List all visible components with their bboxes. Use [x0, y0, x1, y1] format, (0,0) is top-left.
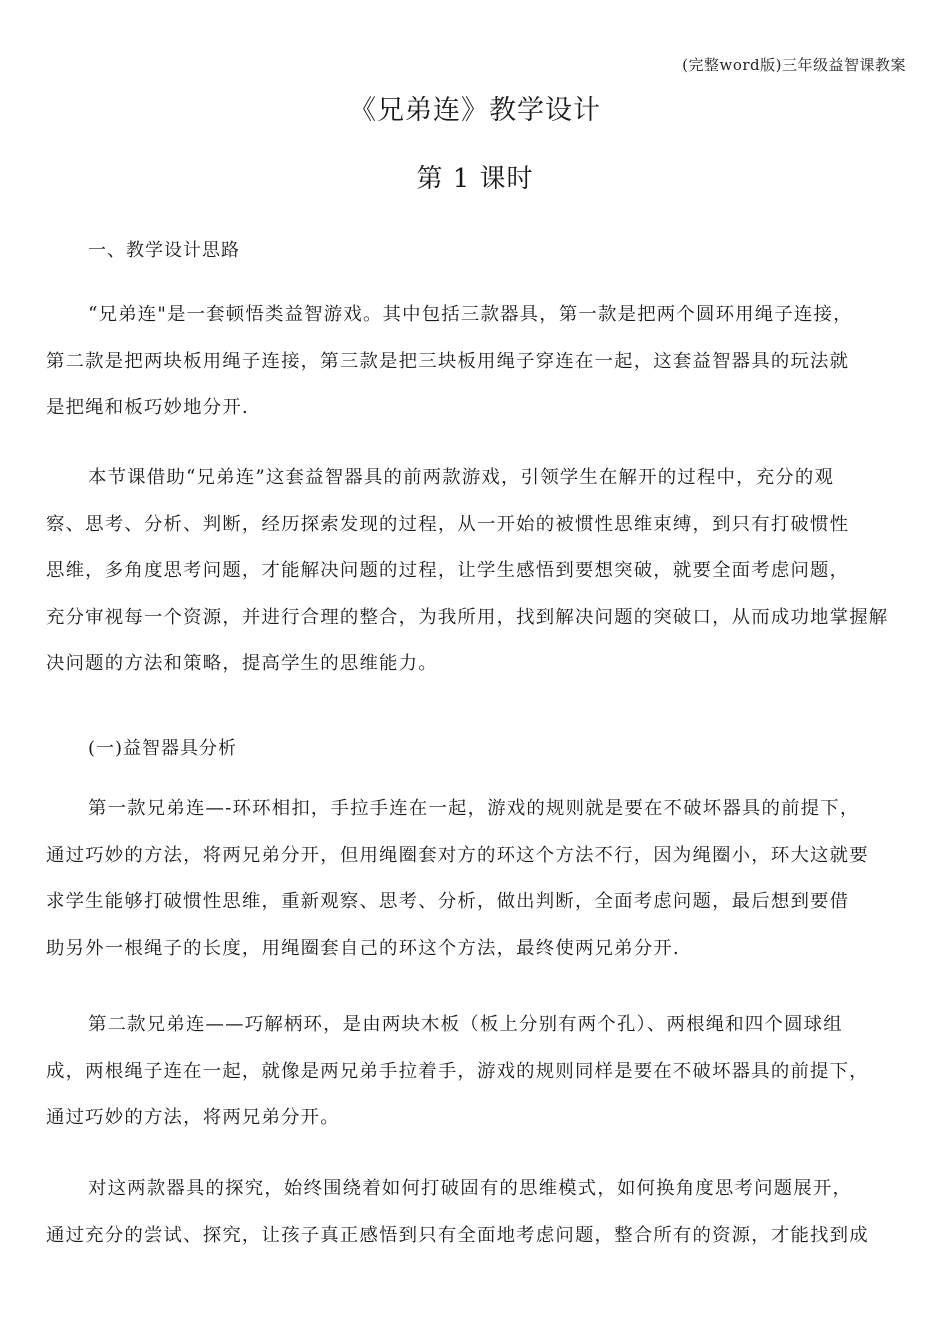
section-heading-design-idea: 一、教学设计思路	[88, 240, 240, 261]
paragraph-line: 充分审视每一个资源，并进行合理的整合，为我所用，找到解决问题的突破口，从而成功地掌握解	[46, 606, 889, 628]
paragraph-line: 决问题的方法和策略，提高学生的思维能力。	[46, 653, 438, 674]
paragraph-line: 是把绳和板巧妙地分开.	[46, 397, 249, 418]
paragraph-line: 成，两根绳子连在一起，就像是两兄弟手拉着手，游戏的规则同样是要在不破坏器具的前提下，	[46, 1060, 869, 1082]
paragraph-second-tool	[46, 1002, 908, 1142]
paragraph-line: 对这两款器具的探究，始终围绕着如何打破固有的思维模式，如何换角度思考问题展开，	[88, 1178, 853, 1199]
section-heading-tool-analysis: (一)益智器具分析	[88, 738, 238, 759]
header-note: (完整word版)三年级益智课教案	[682, 56, 906, 74]
paragraph-line: 第二款是把两块板用绳子连接，第三款是把三块板用绳子穿连在一起，这套益智器具的玩法就	[46, 350, 850, 372]
paragraph-line: 第二款兄弟连——巧解柄环，是由两块木板（板上分别有两个孔）、两根绳和四个圆球组	[88, 1014, 843, 1035]
document-subtitle: 第 1 课时	[416, 164, 534, 194]
paragraph-line: 通过巧妙的方法，将两兄弟分开，但用绳圈套对方的环这个方法不行，因为绳圈小，环大这就要	[46, 844, 869, 866]
paragraph-line: 通过充分的尝试、探究，让孩子真正感悟到只有全面地考虑问题，整合所有的资源，才能找到成	[46, 1224, 869, 1246]
paragraph-line: 助另外一根绳子的长度，用绳圈套自己的环这个方法，最终使两兄弟分开.	[46, 937, 680, 959]
paragraph-line: 思维，多角度思考问题，才能解决问题的过程，让学生感悟到要想突破，就要全面考虑问题，	[46, 560, 850, 581]
document-title: 《兄弟连》教学设计	[349, 95, 601, 126]
paragraph-line: 求学生能够打破惯性思维，重新观察、思考、分析，做出判断，全面考虑问题，最后想到要借	[46, 891, 850, 912]
paragraph-exploration	[46, 1166, 908, 1259]
paragraph-lesson-purpose	[46, 455, 908, 688]
paragraph-first-tool	[46, 786, 908, 972]
paragraph-intro	[46, 292, 908, 432]
paragraph-line: 本节课借助“兄弟连”这套益智器具的前两款游戏，引领学生在解开的过程中，充分的观	[88, 467, 835, 488]
paragraph-line: 察、思考、分析、判断，经历探索发现的过程，从一开始的被惯性思维束缚，到只有打破惯性	[46, 513, 850, 535]
paragraph-line: “兄弟连"是一套顿悟类益智游戏。其中包括三款器具，第一款是把两个圆环用绳子连接，	[88, 304, 853, 325]
paragraph-line: 第一款兄弟连—-环环相扣，手拉手连在一起，游戏的规则就是要在不破坏器具的前提下，	[88, 798, 860, 819]
paragraph-line: 通过巧妙的方法，将两兄弟分开。	[46, 1107, 340, 1128]
